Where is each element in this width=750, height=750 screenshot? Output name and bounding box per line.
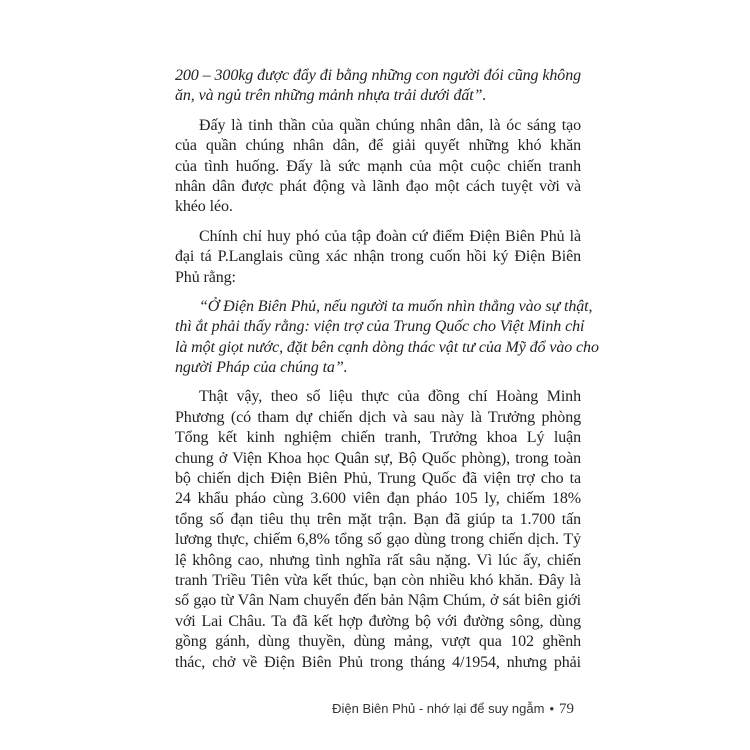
text-line: khéo léo. [175,198,233,216]
text-line: Phương (có tham dự chiến dịch và sau này là Trưởng phòng [175,408,581,426]
text-line: là một giọt nước, đặt bên cạnh dòng thác vật tư của Mỹ đổ vào cho [175,338,599,356]
paragraph-1 [175,116,581,218]
text-line: gồng gánh, dùng thuyền, dùng mảng, vượt qua 102 ghềnh [175,633,581,651]
running-title: Điện Biên Phủ - nhớ lại để suy ngẫm [332,701,545,716]
text-line: thì ắt phải thấy rằng: viện trợ của Trung Quốc cho Việt Minh chỉ [175,318,585,336]
text-line: người Pháp của chúng ta”. [175,359,348,377]
text-line: Thật vậy, theo số liệu thực của đồng chí Hoàng Minh [199,388,581,406]
text-line: thác, chở về Điện Biên Phủ trong tháng 4/1954, nhưng phải [175,653,581,671]
text-line: Đấy là tinh thần của quần chúng nhân dân, là óc sáng tạo [199,116,581,134]
page-number: 79 [559,701,574,717]
text-line: đại tá P.Langlais cũng xác nhận trong cuốn hồi ký Điện Biên [175,248,581,266]
paragraph-3 [175,387,581,672]
text-line: 200 – 300kg được đẩy đi bằng những con người đói cũng không [175,67,581,84]
text-line: “Ở Điện Biên Phủ, nếu người ta muốn nhìn thẳng vào sự thật, [199,297,593,315]
text-line: bộ chiến dịch Điện Biên Phủ, Trung Quốc đã viện trợ cho ta [175,470,581,488]
paragraph-2 [175,227,581,288]
text-line: lương thực, chiếm 6,8% tổng số gạo dùng trong chiến dịch. Tỷ [175,531,581,549]
text-line: số gạo từ Vân Nam chuyển đến bản Nậm Chúm, ở sát biên giới [175,592,581,610]
text-line: lệ không cao, nhưng tình nghĩa rất sâu nặng. Vì lúc ấy, chiến [175,551,581,569]
text-line: với Lai Châu. Ta đã kết hợp đường bộ với đường sông, dùng [175,612,581,630]
text-line: tranh Triều Tiên vừa kết thúc, bạn còn nhiều khó khăn. Đây là [175,571,581,589]
text-line: nhân dân được phát động và lãnh đạo một cách tuyệt vời và [175,177,581,195]
text-line: Phủ rằng: [175,268,236,286]
page-footer [332,701,574,718]
text-line: của quần chúng nhân dân, để giải quyết những khó khăn [175,137,581,155]
quote-top [175,66,581,107]
text-line: 24 khẩu pháo cùng 3.600 viên đạn pháo 105 ly, chiếm 18% [175,490,581,508]
text-line: chung ở Viện Khoa học Quân sự, Bộ Quốc phòng), trong toàn [175,449,581,467]
book-page-body [175,66,599,673]
text-line: Chính chỉ huy phó của tập đoàn cứ điểm Điện Biên Phủ là [199,227,581,245]
text-line: Tổng kết kinh nghiệm chiến tranh, Trưởng khoa Lý luận [175,429,581,447]
quote-2 [175,297,599,379]
text-line: tổng số đạn tiêu thụ trên mặt trận. Bạn đã giúp ta 1.700 tấn [175,510,581,528]
text-line: ăn, và ngủ trên những mảnh nhựa trải dưới đất”. [175,87,487,105]
separator-dot: • [549,701,554,716]
text-line: của tình huống. Đấy là sức mạnh của một cuộc chiến tranh [175,157,581,175]
